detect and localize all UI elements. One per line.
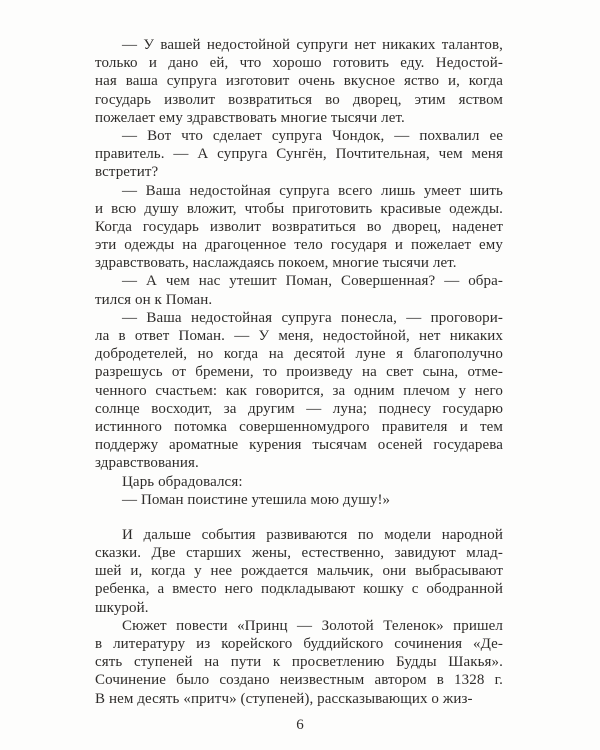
text-line: сказки. Две старших жены, естественно, завидуют млад- <box>95 545 503 562</box>
paragraph <box>95 526 503 617</box>
text-line: ребенка, а вместо него подкладывают кошку с ободранной <box>95 581 503 598</box>
text-line: И дальше события развиваются по модели народной <box>122 526 503 543</box>
paragraph <box>95 617 503 708</box>
text-line: сять ступеней на пути к просветлению Будды Шакья». <box>95 654 503 671</box>
text-line: В нем десять «притч» (ступеней), рассказывающих о жиз- <box>95 690 473 707</box>
text-line: — Вот что сделает супруга Чондок, — похвалил ее <box>122 127 503 144</box>
text-line: шкурой. <box>95 599 149 616</box>
text-line: — У вашей недостойной супруги нет никаких талантов, <box>122 37 503 53</box>
text-line: только и дано ей, что хорошо готовить еду. Недостой- <box>95 55 503 72</box>
text-line: эти одежды на драгоценное тело государя и пожелает ему <box>95 237 503 254</box>
text-line: правитель. — А супруга Сунгён, Почтительная, чем меня <box>95 146 503 163</box>
text-line: Сюжет повести «Принц — Золотой Теленок» пришел <box>122 617 503 634</box>
text-line: разрешусь от бремени, то произведу на свет сына, отме- <box>95 364 503 381</box>
text-line: поддержу ароматные курения тысячам осеней государева <box>95 437 503 454</box>
text-line: солнце восходит, за другим — луна; поднесу государю <box>95 400 503 417</box>
text-line: — Ваша недостойная супруга всего лишь умеет шить <box>122 182 503 199</box>
text-line: тился он к Поман. <box>95 291 213 308</box>
text-line: истинного потомка совершенномудрого правителя и тем <box>95 418 503 435</box>
text-line: добродетелей, но когда на десятой луне я благополучно <box>95 346 503 363</box>
page-number: 6 <box>296 717 304 733</box>
text-line: здравствования. <box>95 455 199 472</box>
paragraph <box>95 127 503 182</box>
text-line: и всю душу вложит, чтобы приготовить красивые одежды. <box>95 200 503 217</box>
paragraph <box>95 309 503 473</box>
text-line: — Ваша недостойная супруга понесла, — проговори- <box>122 309 503 326</box>
text-line: — А чем нас утешит Поман, Совершенная? — обра- <box>122 273 503 290</box>
text-line: Сочинение было создано неизвестным автором в 1328 г. <box>95 672 503 689</box>
text-block <box>95 36 503 708</box>
text-line: встретит? <box>95 164 159 181</box>
paragraph <box>95 272 503 308</box>
text-line: шей и, когда у нее рождается мальчик, они выбрасывают <box>95 563 503 580</box>
text-line: — Поман поистине утешила мою душу!» <box>122 491 391 508</box>
text-line: Когда государь изволит возвратиться во дворец, наденет <box>95 218 503 235</box>
text-line: в литературу из корейского буддийского сочинения «Де- <box>95 636 503 652</box>
text-line: Царь обрадовался: <box>122 473 243 490</box>
paragraph <box>95 491 503 509</box>
text-line: ла в ответ Поман. — У меня, недостойной, нет никаких <box>95 328 503 344</box>
text-line: ченного счастьем: как говорится, за одним плечом у него <box>95 382 503 399</box>
paragraph <box>95 473 503 491</box>
text-line: ная ваша супруга изготовит очень вкусное яство и, когда <box>95 73 503 90</box>
text-line: государь изволит возвратиться во дворец, этим яством <box>95 91 503 108</box>
text-line: здравствовать, наслаждаясь покоем, многие тысячи лет. <box>95 255 457 272</box>
paragraph <box>95 36 503 127</box>
text-line: пожелает ему здравствовать многие тысячи лет. <box>95 109 405 126</box>
paragraph <box>95 182 503 273</box>
